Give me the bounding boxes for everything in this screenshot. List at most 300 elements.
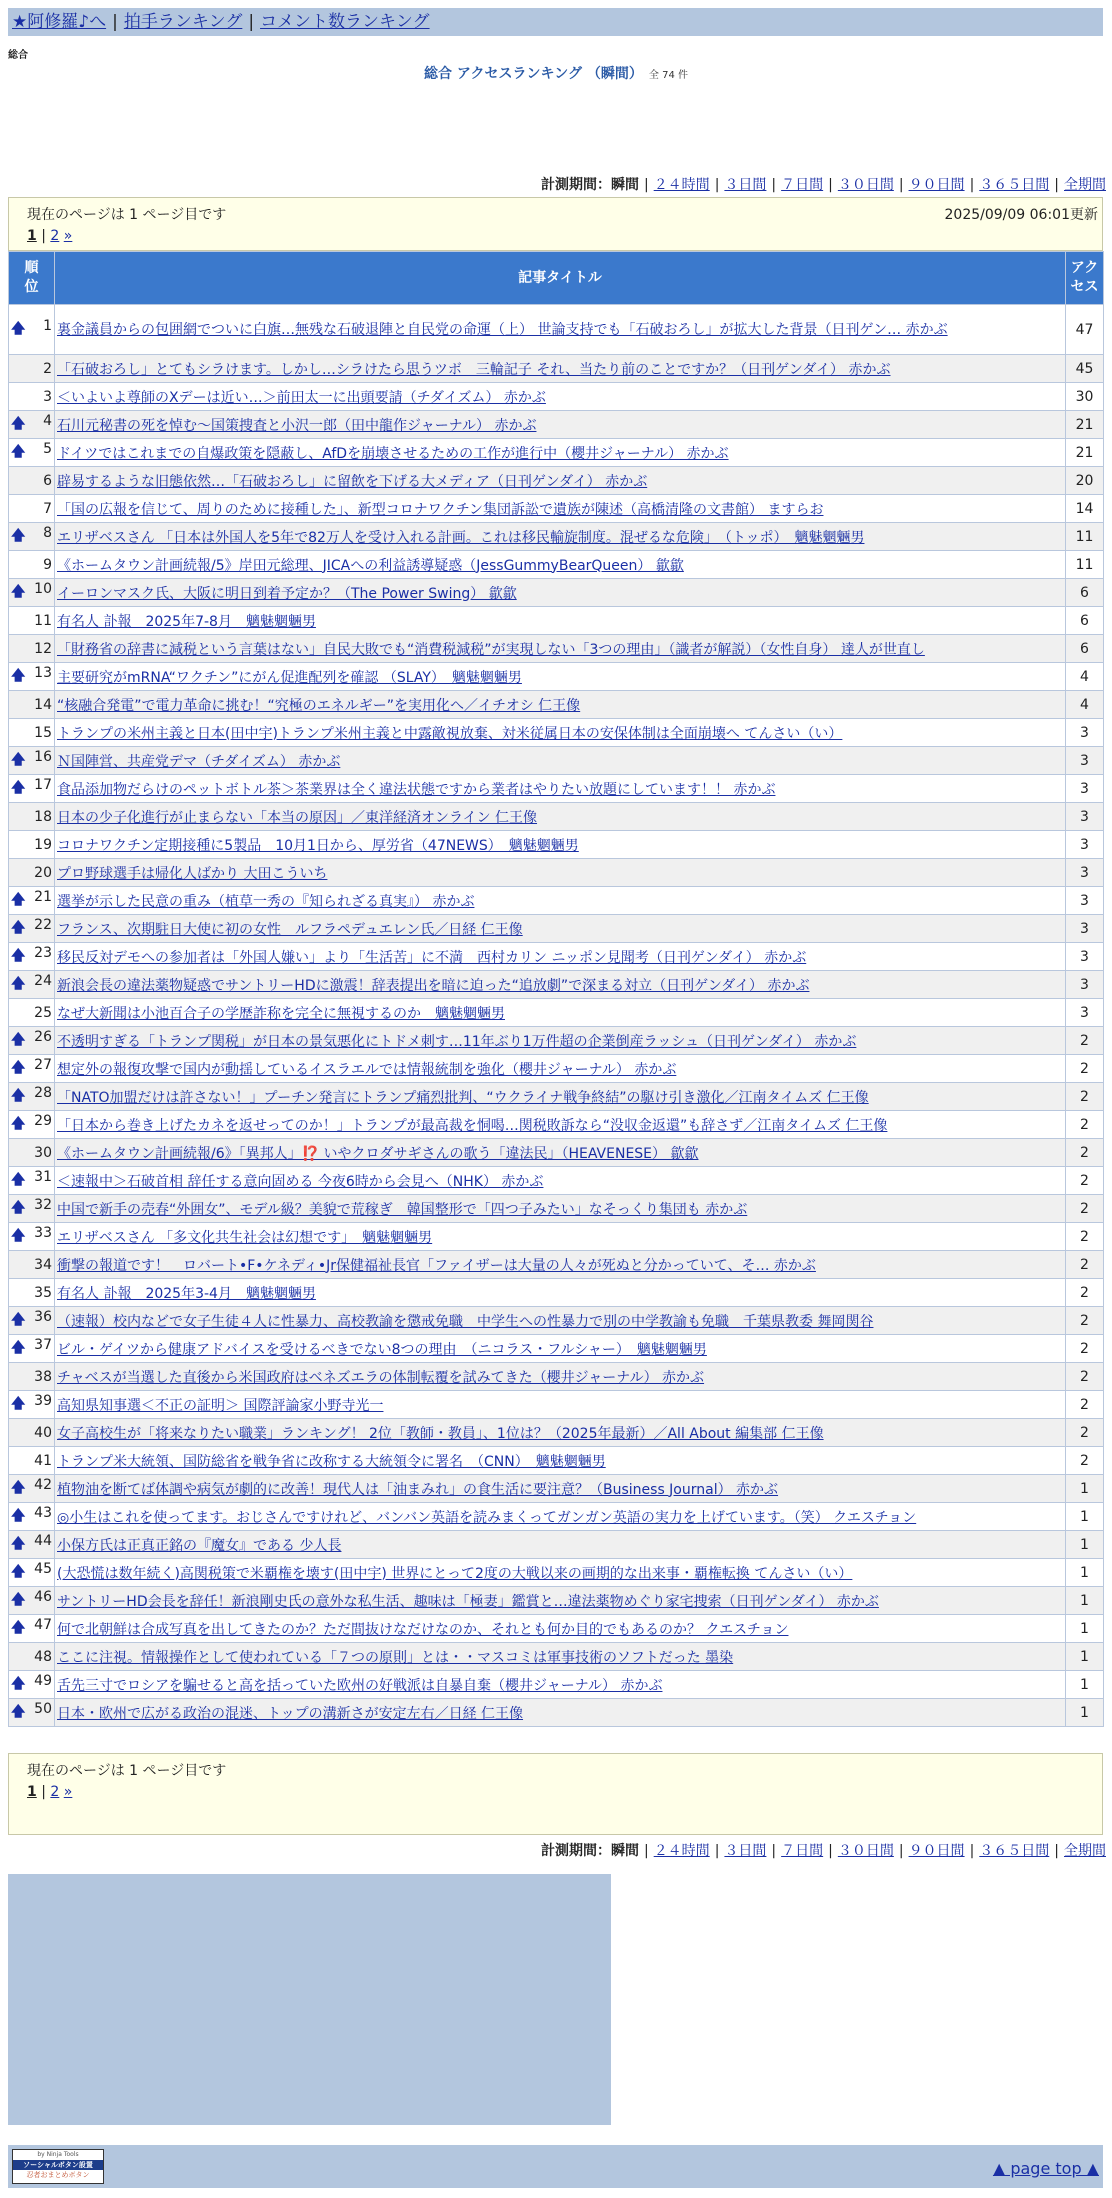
rank-number: 43 <box>34 1504 52 1521</box>
rank-number: 36 <box>34 1308 52 1325</box>
article-title-link[interactable]: (大恐慌は数年続く)高関税策で米覇権を壊す(田中宇) 世界にとって2度の大戦以来の画期的な出来事・覇権転換 てんさい（い） <box>57 1565 853 1582</box>
table-row <box>9 887 1104 915</box>
article-title-link[interactable]: トランプの米州主義と日本(田中宇)トランプ米州主義と中露敵視放棄、対米従属日本の安保体制は全面崩壊へ てんさい（い） <box>57 725 843 742</box>
access-count: 3 <box>1066 887 1104 915</box>
title-cell <box>55 523 1066 551</box>
access-count: 1 <box>1066 1531 1104 1559</box>
title-cell <box>55 1475 1066 1503</box>
title-cell <box>55 1055 1066 1083</box>
article-title-link[interactable]: ＜速報中＞石破首相 辞任する意向固める 今夜6時から会見へ（NHK） 赤かぶ <box>57 1173 544 1190</box>
rank-cell <box>9 971 55 999</box>
access-count: 11 <box>1066 523 1104 551</box>
title-cell <box>55 1699 1066 1727</box>
footer-bar <box>8 2145 1103 2188</box>
table-row <box>9 439 1104 467</box>
table-row <box>9 1251 1104 1279</box>
page-separator: | <box>36 228 51 244</box>
rank-number: 34 <box>34 1256 52 1273</box>
access-count: 1 <box>1066 1587 1104 1615</box>
table-row <box>9 691 1104 719</box>
table-row <box>9 1559 1104 1587</box>
rank-up-arrow-icon: 🡅 <box>11 1591 26 1608</box>
access-count: 3 <box>1066 859 1104 887</box>
article-title-link[interactable]: 植物油を断てば体調や病気が劇的に改善！現代人は「油まみれ」の食生活に要注意？（Business Journal） 赤かぶ <box>57 1481 779 1498</box>
access-count: 45 <box>1066 355 1104 383</box>
category-label: 総合 <box>8 50 28 61</box>
article-title-link[interactable]: トランプ米大統領、国防総省を戦争省に改称する大統領令に署名 （CNN） 魑魅魍魎男 <box>57 1453 606 1470</box>
access-count: 2 <box>1066 1279 1104 1307</box>
article-title-link[interactable]: 高知県知事選＜不正の証明＞ 国際評論家小野寺光一 <box>57 1397 384 1414</box>
table-row <box>9 383 1104 411</box>
rank-cell <box>9 1559 55 1587</box>
period-separator: | <box>1054 1843 1059 1859</box>
article-title-link[interactable]: エリザベスさん 「多文化共生社会は幻想です」 魑魅魍魎男 <box>57 1229 433 1246</box>
rank-cell <box>9 635 55 663</box>
table-row <box>9 915 1104 943</box>
access-count: 2 <box>1066 1083 1104 1111</box>
article-title-link[interactable]: ◎小生はこれを使ってます。おじさんですけれど、バンバン英語を読みまくってガンガン英語の実力を上げています。（笑） クエスチョン <box>57 1509 917 1526</box>
access-count: 2 <box>1066 1195 1104 1223</box>
rank-cell <box>9 915 55 943</box>
table-row <box>9 1167 1104 1195</box>
rank-cell <box>9 467 55 495</box>
rank-cell <box>9 1279 55 1307</box>
ranking-table-body <box>9 305 1104 1727</box>
title-cell <box>55 467 1066 495</box>
article-title-link[interactable]: 選挙が示した民意の重み（植草一秀の『知られざる真実』） 赤かぶ <box>57 893 475 910</box>
table-row <box>9 355 1104 383</box>
article-title-link[interactable]: 舌先三寸でロシアを騙せると高を括っていた欧州の好戦派は自暴自棄（櫻井ジャーナル） 赤かぶ <box>57 1677 663 1694</box>
rank-cell <box>9 859 55 887</box>
rank-cell <box>9 1251 55 1279</box>
title-cell <box>55 635 1066 663</box>
table-row <box>9 1111 1104 1139</box>
period-option-7[interactable]: 全期間 <box>1064 177 1106 193</box>
badge-line1: by Ninja Tools <box>37 2151 79 2158</box>
article-title-link[interactable]: 中国で新手の売春“外囲女”、モデル級？美貌で荒稼ぎ 韓国整形で「四つ子みたい」なそっくり集団も 赤かぶ <box>57 1201 748 1218</box>
page-link-2[interactable]: 2 <box>50 228 60 244</box>
access-count: 3 <box>1066 943 1104 971</box>
period-separator: | <box>643 1843 649 1859</box>
page-link-2[interactable]: 2 <box>50 1784 60 1800</box>
title-cell <box>55 1671 1066 1699</box>
rank-cell <box>9 1195 55 1223</box>
rank-number: 32 <box>34 1196 52 1213</box>
title-cell <box>55 887 1066 915</box>
top-nav-bar <box>8 8 1103 36</box>
period-selector-bottom <box>541 1840 1106 1860</box>
rank-number: 49 <box>34 1672 52 1689</box>
rank-cell <box>9 1055 55 1083</box>
article-title-link[interactable]: チャベスが当選した直後から米国政府はベネズエラの体制転覆を試みてきた（櫻井ジャーナル） 赤かぶ <box>57 1369 705 1386</box>
article-title-link[interactable]: 日本の少子化進行が止まらない「本当の原因」／東洋経済オンライン 仁王像 <box>57 809 538 826</box>
rank-cell <box>9 803 55 831</box>
article-title-link[interactable]: エリザベスさん 「日本は外国人を5年で82万人を受け入れる計画。これは移民輸旋制度。混ぜるな危険」 （トッポ） 魑魅魍魎男 <box>57 529 865 546</box>
comment-ranking-link[interactable]: コメント数ランキング <box>260 12 430 32</box>
article-title-link[interactable]: 「NATO加盟だけは許さない！」プーチン発言にトランプ痛烈批判、“ウクライナ戦争終結”の駆け引き激化／江南タイムズ 仁王像 <box>57 1089 869 1106</box>
rank-number: 22 <box>34 916 52 933</box>
rank-up-arrow-icon: 🡅 <box>11 443 26 460</box>
rank-number: 46 <box>34 1588 52 1605</box>
page-title-area <box>0 63 1112 83</box>
rank-number: 24 <box>34 972 52 989</box>
title-cell <box>55 1167 1066 1195</box>
title-cell <box>55 1615 1066 1643</box>
rank-cell <box>9 411 55 439</box>
table-row <box>9 551 1104 579</box>
article-title-link[interactable]: 食品添加物だらけのペットボトル茶＞茶業界は全く違法状態ですから業者はやりたい放題にしています！！ 赤かぶ <box>57 781 776 798</box>
rank-cell <box>9 551 55 579</box>
article-title-link[interactable]: ドイツではこれまでの自爆政策を隠蔽し、AfDを崩壊させるための工作が進行中（櫻井ジャーナル） 赤かぶ <box>57 445 729 462</box>
rank-number: 19 <box>34 836 52 853</box>
title-cell <box>55 775 1066 803</box>
rank-cell <box>9 1167 55 1195</box>
rank-number: 17 <box>34 776 52 793</box>
access-count: 11 <box>1066 551 1104 579</box>
period-option-4[interactable]: ３０日間 <box>837 1843 894 1859</box>
table-row <box>9 1643 1104 1671</box>
period-separator: | <box>643 177 649 193</box>
access-count: 21 <box>1066 411 1104 439</box>
article-title-link[interactable]: （速報）校内などで女子生徒４人に性暴力、高校教諭を懲戒免職 中学生への性暴力で別の中学教諭も免職 千葉県教委 舞岡関谷 <box>57 1313 874 1330</box>
nav-separator: | <box>112 12 118 32</box>
table-row <box>9 1699 1104 1727</box>
rank-up-arrow-icon: 🡅 <box>11 1031 26 1048</box>
rank-cell <box>9 1475 55 1503</box>
table-row <box>9 1307 1104 1335</box>
rank-cell <box>9 495 55 523</box>
article-title-link[interactable]: なぜ大新聞は小池百合子の学歴詐称を完全に無視するのか 魑魅魍魎男 <box>57 1005 505 1022</box>
period-option-5[interactable]: ９０日間 <box>908 177 965 193</box>
access-count: 2 <box>1066 1363 1104 1391</box>
rank-number: 2 <box>43 360 52 377</box>
table-row <box>9 747 1104 775</box>
rank-cell <box>9 719 55 747</box>
rank-cell <box>9 1503 55 1531</box>
access-count: 2 <box>1066 1027 1104 1055</box>
period-option-7[interactable]: 全期間 <box>1064 1843 1106 1859</box>
rank-cell <box>9 775 55 803</box>
title-cell <box>55 411 1066 439</box>
badge-line2: ソーシャルボタン設置 <box>13 2160 103 2170</box>
title-cell <box>55 305 1066 355</box>
title-cell <box>55 1195 1066 1223</box>
access-count: 20 <box>1066 467 1104 495</box>
period-separator: | <box>1054 177 1059 193</box>
article-title-link[interactable]: 衝撃の報道です！ ロバート•F•ケネディ•Jr保健福祉長官「ファイザーは大量の人々が死ぬと分かっていて、そ… 赤かぶ <box>57 1257 816 1274</box>
article-title-link[interactable]: 裏金議員からの包囲網でついに白旗…無残な石破退陣と自民党の命運（上） 世論支持でも「石破おろし」が拡大した背景（日刊ゲン… 赤かぶ <box>57 321 948 338</box>
rank-cell <box>9 1587 55 1615</box>
title-cell <box>55 663 1066 691</box>
title-cell <box>55 1279 1066 1307</box>
title-cell <box>55 1559 1066 1587</box>
table-row <box>9 1335 1104 1363</box>
access-count: 3 <box>1066 999 1104 1027</box>
rank-cell <box>9 1139 55 1167</box>
article-title-link[interactable]: 日本・欧州で広がる政治の混迷、トップの溝新さが安定左右／日経 仁王像 <box>57 1705 524 1722</box>
period-option-6[interactable]: ３６５日間 <box>979 177 1050 193</box>
access-count: 21 <box>1066 439 1104 467</box>
rank-number: 42 <box>34 1476 52 1493</box>
access-count: 2 <box>1066 1335 1104 1363</box>
article-title-link[interactable]: 主要研究がmRNA“ワクチン”にがん促進配列を確認 （SLAY） 魑魅魍魎男 <box>57 669 522 686</box>
rank-up-arrow-icon: 🡅 <box>11 1115 26 1132</box>
period-option-4[interactable]: ３０日間 <box>837 177 894 193</box>
title-cell <box>55 1419 1066 1447</box>
article-title-link[interactable]: 有名人 訃報 2025年7-8月 魑魅魍魎男 <box>57 613 316 630</box>
article-title-link[interactable]: 女子高校生が「将来なりたい職業」ランキング！ 2位「教師・教員」、1位は？（2025年最新）／All About 編集部 仁王像 <box>57 1425 824 1442</box>
rank-number: 45 <box>34 1560 52 1577</box>
table-row <box>9 607 1104 635</box>
badge-line3: 忍者おまとめボタン <box>26 2171 90 2179</box>
rank-cell <box>9 1531 55 1559</box>
article-title-link[interactable]: イーロンマスク氏、大阪に明日到着予定か？（The Power Swing） 歙歙 <box>57 585 517 602</box>
rank-number: 23 <box>34 944 52 961</box>
access-count: 30 <box>1066 383 1104 411</box>
article-title-link[interactable]: 何で北朝鮮は合成写真を出してきたのか？ただ間抜けなだけなのか、それとも何か目的でもあるのか？ クエスチョン <box>57 1621 789 1638</box>
title-cell <box>55 803 1066 831</box>
article-title-link[interactable]: 不透明すぎる「トランプ関税」が日本の景気悪化にトドメ刺す…11年ぶり1万件超の企業倒産ラッシュ（日刊ゲンダイ） 赤かぶ <box>57 1033 857 1050</box>
rank-number: 3 <box>43 388 52 405</box>
rank-up-arrow-icon: 🡅 <box>11 1563 26 1580</box>
rank-number: 9 <box>43 556 52 573</box>
access-count: 6 <box>1066 607 1104 635</box>
table-row <box>9 467 1104 495</box>
article-title-link[interactable]: 《ホームタウン計画続報/6》「異邦人」⁉️ いやクロダサギさんの歌う「違法民」（HEAVENESE） 歙歙 <box>57 1145 699 1162</box>
table-row <box>9 803 1104 831</box>
period-option-6[interactable]: ３６５日間 <box>979 1843 1050 1859</box>
rank-column-header <box>9 252 55 305</box>
table-row <box>9 1531 1104 1559</box>
rank-number: 10 <box>34 580 52 597</box>
title-column-header: 記事タイトル <box>55 252 1066 305</box>
access-count: 6 <box>1066 635 1104 663</box>
home-link[interactable]: ★阿修羅♪へ <box>12 12 107 32</box>
rank-cell <box>9 1027 55 1055</box>
table-row <box>9 859 1104 887</box>
rank-cell <box>9 1699 55 1727</box>
pager-box-bottom <box>8 1753 1103 1835</box>
rank-up-arrow-icon: 🡅 <box>11 1507 26 1524</box>
title-cell <box>55 915 1066 943</box>
rank-header-text: 順位 <box>24 260 39 295</box>
rank-up-arrow-icon: 🡅 <box>11 527 26 544</box>
rank-number: 26 <box>34 1028 52 1045</box>
rank-number: 18 <box>34 808 52 825</box>
access-count: 2 <box>1066 1111 1104 1139</box>
rank-cell <box>9 1391 55 1419</box>
article-title-link[interactable]: 《ホームタウン計画続報/5》岸田元総理、JICAへの利益誘導疑惑（JessGummyBearQueen） 歙歙 <box>57 557 684 574</box>
period-option-1[interactable]: ２４時間 <box>653 177 710 193</box>
article-title-link[interactable]: フランス、次期駐日大使に初の女性 ルフラペデュエレン氏／日経 仁王像 <box>57 921 523 938</box>
rank-number: 27 <box>34 1056 52 1073</box>
page-title: 総合 アクセスランキング （瞬間） <box>423 66 643 82</box>
rank-cell <box>9 1335 55 1363</box>
article-title-link[interactable]: プロ野球選手は帰化人ばかり 大田こういち <box>57 865 328 882</box>
title-cell <box>55 1027 1066 1055</box>
period-option-3[interactable]: ７日間 <box>781 177 824 193</box>
article-title-link[interactable]: “核融合発電”で電力革命に挑む！“究極のエネルギー”を実用化へ／イチオシ 仁王像 <box>57 697 581 714</box>
access-header-text: アクセス <box>1070 260 1099 295</box>
access-count: 1 <box>1066 1699 1104 1727</box>
title-cell <box>55 1503 1066 1531</box>
title-cell <box>55 1251 1066 1279</box>
access-count: 2 <box>1066 1251 1104 1279</box>
title-cell <box>55 971 1066 999</box>
rank-up-arrow-icon: 🡅 <box>11 779 26 796</box>
period-option-2[interactable]: ３日間 <box>724 177 767 193</box>
title-cell <box>55 1363 1066 1391</box>
rank-cell <box>9 1307 55 1335</box>
access-count: 3 <box>1066 747 1104 775</box>
article-title-link[interactable]: ビル・ゲイツから健康アドバイスを受けるべきでない8つの理由 （ニコラス・フルシャー） 魑魅魍魎男 <box>57 1341 707 1358</box>
access-count: 2 <box>1066 1055 1104 1083</box>
item-count: 全 74 件 <box>648 70 688 81</box>
table-row <box>9 1447 1104 1475</box>
period-option-1[interactable]: ２４時間 <box>653 1843 710 1859</box>
rank-number: 41 <box>34 1452 52 1469</box>
table-row <box>9 1139 1104 1167</box>
rank-number: 13 <box>34 664 52 681</box>
clap-ranking-link[interactable]: 拍手ランキング <box>123 12 243 32</box>
access-count: 2 <box>1066 1223 1104 1251</box>
rank-cell <box>9 1615 55 1643</box>
rank-number: 4 <box>43 412 52 429</box>
rank-up-arrow-icon: 🡅 <box>11 583 26 600</box>
article-title-link[interactable]: 「日本から巻き上げたカネを返せってのか！」トランプが最高裁を恫喝…関税敗訴なら“没収金返還”も辞さず／江南タイムズ 仁王像 <box>57 1117 888 1134</box>
rank-up-arrow-icon: 🡅 <box>11 1087 26 1104</box>
title-cell <box>55 383 1066 411</box>
table-row <box>9 1279 1104 1307</box>
rank-cell <box>9 831 55 859</box>
article-title-link[interactable]: 想定外の報復攻撃で国内が動揺しているイスラエルでは情報統制を強化（櫻井ジャーナル） 赤かぶ <box>57 1061 677 1078</box>
title-cell <box>55 943 1066 971</box>
rank-up-arrow-icon: 🡅 <box>11 1171 26 1188</box>
rank-number: 40 <box>34 1424 52 1441</box>
table-row <box>9 1195 1104 1223</box>
rank-number: 28 <box>34 1084 52 1101</box>
article-title-link[interactable]: 「国の広報を信じて、周りのために接種した」、新型コロナワクチン集団訴訟で遺族が陳述（高橋清隆の文書館） ますらお <box>57 501 824 518</box>
next-page-link[interactable]: » <box>63 228 73 244</box>
rank-cell <box>9 383 55 411</box>
access-count: 1 <box>1066 1503 1104 1531</box>
article-title-link[interactable]: 石川元秘書の死を悼む〜国策捜査と小沢一郎（田中龍作ジャーナル） 赤かぶ <box>57 417 537 434</box>
rank-number: 16 <box>34 748 52 765</box>
rank-number: 31 <box>34 1168 52 1185</box>
title-cell <box>55 747 1066 775</box>
rank-up-arrow-icon: 🡅 <box>11 667 26 684</box>
rank-cell <box>9 355 55 383</box>
access-count: 2 <box>1066 1307 1104 1335</box>
article-title-link[interactable]: 有名人 訃報 2025年3-4月 魑魅魍魎男 <box>57 1285 316 1302</box>
title-cell <box>55 551 1066 579</box>
article-title-link[interactable]: ＜いよいよ尊師のXデーは近い…＞前田太一に出頭要請（チダイズム） 赤かぶ <box>57 389 546 406</box>
period-separator: | <box>969 177 975 193</box>
rank-cell <box>9 579 55 607</box>
rank-cell <box>9 1223 55 1251</box>
rank-cell <box>9 691 55 719</box>
article-title-link[interactable]: 辟易するような旧態依然…「石破おろし」に留飲を下げる大メディア（日刊ゲンダイ） 赤かぶ <box>57 473 648 490</box>
table-row <box>9 495 1104 523</box>
ninja-social-button-badge[interactable] <box>12 2149 104 2184</box>
title-cell <box>55 999 1066 1027</box>
period-option-2[interactable]: ３日間 <box>724 1843 767 1859</box>
next-page-link[interactable]: » <box>63 1784 73 1800</box>
rank-up-arrow-icon: 🡅 <box>11 1311 26 1328</box>
rank-number: 21 <box>34 888 52 905</box>
rank-cell <box>9 663 55 691</box>
period-label: 計測期間： <box>540 177 611 193</box>
period-separator: | <box>714 1843 720 1859</box>
rank-up-arrow-icon: 🡅 <box>11 975 26 992</box>
article-title-link[interactable]: サントリーHD会長を辞任！新浪剛史氏の意外な私生活、趣味は「極妻」鑑賞と…違法薬物めぐり家宅捜索（日刊ゲンダイ） 赤かぶ <box>57 1593 879 1610</box>
rank-up-arrow-icon: 🡅 <box>11 891 26 908</box>
title-cell <box>55 1307 1066 1335</box>
page-top-link[interactable]: ▲ page top ▲ <box>992 2159 1099 2178</box>
period-option-5[interactable]: ９０日間 <box>908 1843 965 1859</box>
period-option-3[interactable]: ７日間 <box>781 1843 824 1859</box>
rank-up-arrow-icon: 🡅 <box>11 320 26 337</box>
title-cell <box>55 859 1066 887</box>
period-separator: | <box>898 177 904 193</box>
rank-cell <box>9 439 55 467</box>
article-title-link[interactable]: コロナワクチン定期接種に5製品 10月1日から、厚労省（47NEWS） 魑魅魍魎男 <box>57 837 579 854</box>
table-header-row <box>9 252 1104 305</box>
rank-number: 14 <box>34 696 52 713</box>
article-title-link[interactable]: 小保方氏は正真正銘の『魔女』である 少人長 <box>57 1537 342 1554</box>
rank-number: 6 <box>43 472 52 489</box>
current-page-text: 現在のページは 1 ページ目です <box>27 207 227 223</box>
period-label: 計測期間： <box>540 1843 611 1859</box>
rank-cell <box>9 887 55 915</box>
table-row <box>9 1503 1104 1531</box>
rank-up-arrow-icon: 🡅 <box>11 1199 26 1216</box>
rank-number: 15 <box>34 724 52 741</box>
current-page-number: 1 <box>27 228 37 244</box>
title-cell <box>55 1223 1066 1251</box>
table-row <box>9 635 1104 663</box>
title-cell <box>55 1083 1066 1111</box>
rank-cell <box>9 523 55 551</box>
article-title-link[interactable]: 新浪会長の違法薬物疑惑でサントリーHDに激震！辞表提出を暗に迫った“追放劇”で深まる対立（日刊ゲンダイ） 赤かぶ <box>57 977 810 994</box>
article-title-link[interactable]: 移民反対デモへの参加者は「外国人嫌い」より「生活苦」に不満 西村カリン ニッポン見聞考（日刊ゲンダイ） 赤かぶ <box>57 949 807 966</box>
article-title-link[interactable]: 「石破おろし」とてもシラけます。しかし…シラけたら思うツボ 三輪記子 それ、当たり前のことですか？（日刊ゲンダイ） 赤かぶ <box>57 361 891 378</box>
rank-cell <box>9 943 55 971</box>
table-row <box>9 1587 1104 1615</box>
title-cell <box>55 495 1066 523</box>
period-separator: | <box>771 177 777 193</box>
rank-number: 35 <box>34 1284 52 1301</box>
table-row <box>9 1363 1104 1391</box>
rank-number: 12 <box>34 640 52 657</box>
article-title-link[interactable]: 「財務省の辞書に減税という言葉はない」自民大敗でも“消費税減税”が実現しない「3つの理由」（識者が解説）（女性自身） 達人が世直し <box>57 641 925 658</box>
article-title-link[interactable]: ここに注視。情報操作として使われている「７つの原則」とは・・マスコミは軍事技術のソフトだった 墨染 <box>57 1649 734 1666</box>
pager-box-top <box>8 197 1103 251</box>
period-separator: | <box>828 177 833 193</box>
rank-number: 25 <box>34 1004 52 1021</box>
title-cell <box>55 691 1066 719</box>
article-title-link[interactable]: Ｎ国陣営、共産党デマ（チダイズム） 赤かぶ <box>57 753 341 770</box>
access-count: 1 <box>1066 1671 1104 1699</box>
table-row <box>9 831 1104 859</box>
period-option-0: 瞬間 <box>610 177 639 193</box>
table-row <box>9 663 1104 691</box>
rank-up-arrow-icon: 🡅 <box>11 947 26 964</box>
title-cell <box>55 1335 1066 1363</box>
rank-cell <box>9 1363 55 1391</box>
rank-number: 33 <box>34 1224 52 1241</box>
access-count: 4 <box>1066 663 1104 691</box>
